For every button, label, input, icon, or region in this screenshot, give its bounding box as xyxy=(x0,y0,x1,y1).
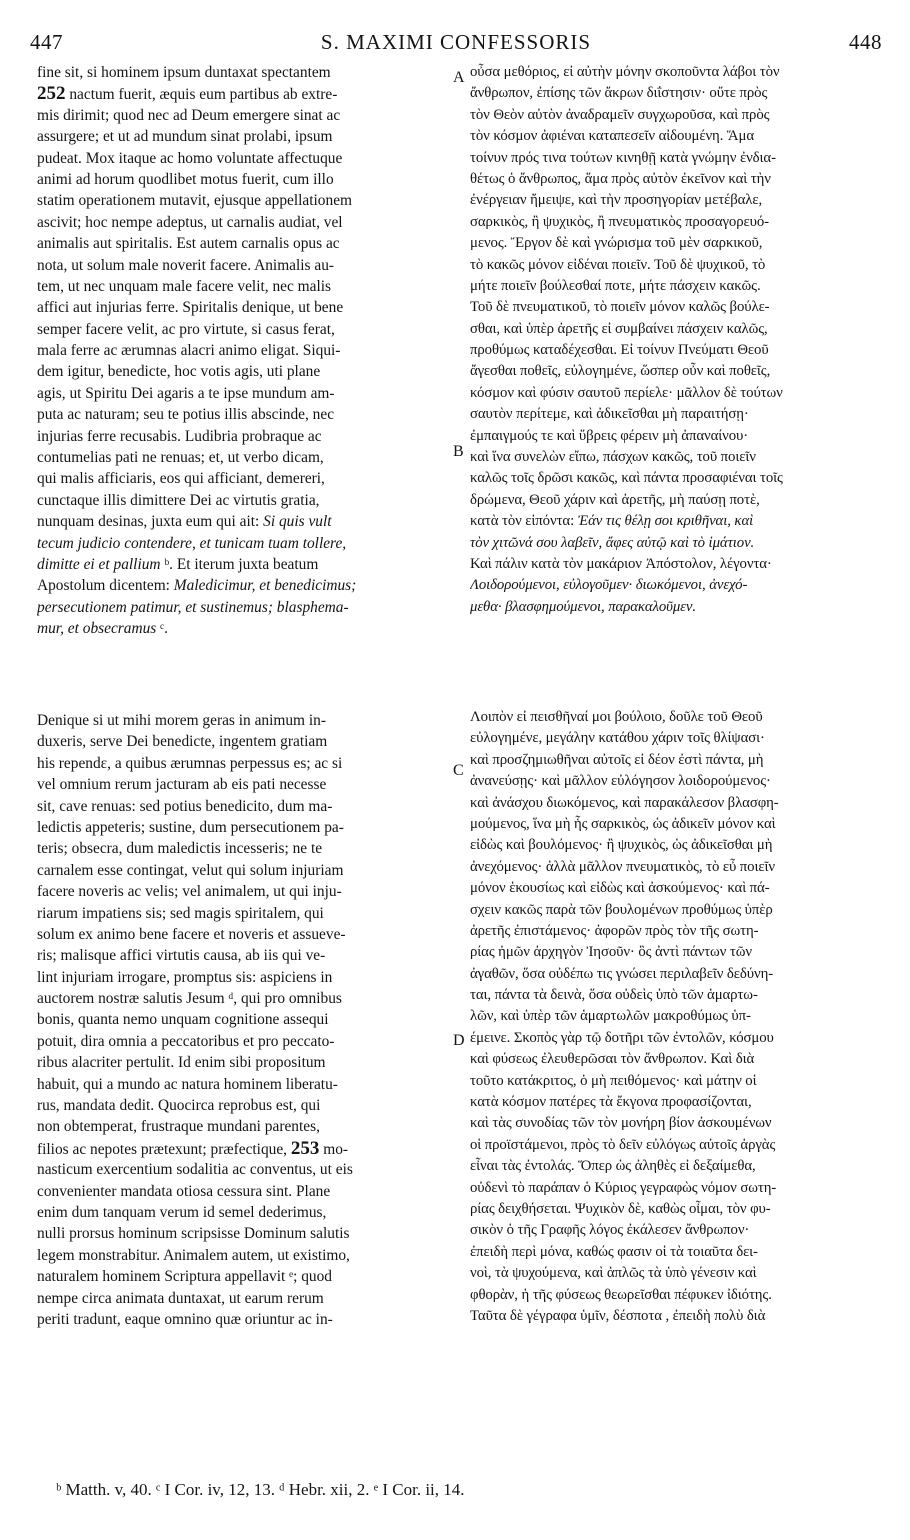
italic-quote: τὸν χιτῶνά σου λαβεῖν, ἄφες αὐτῷ καὶ τὸ ἱμάτιον. xyxy=(470,534,755,551)
margin-letter-a: A xyxy=(453,69,465,86)
text-line: enim dum tanquam verum id semel dederimus, xyxy=(37,1203,327,1221)
text-line: ἐμπαιγμούς τε καὶ ὕβρεις φέρειν μὴ ἀπαναίνου· xyxy=(470,427,749,444)
text-line: non obtemperat, frustraque mundani parentes, xyxy=(37,1118,320,1136)
text-line: fine sit, si hominem ipsum duntaxat spectantem xyxy=(37,64,331,81)
text-line: Denique si ut mihi morem geras in animum in- xyxy=(37,712,326,729)
text-line: riarum impatiens sis; sed magis spiritalem, qui xyxy=(37,904,324,922)
text-line: habuit, qui a mundo ac natura hominem liberatu- xyxy=(37,1075,338,1093)
text-line: έμεινε. Σκοπὸς γὰρ τῷ δοτῆρι τῶν ἐντολῶν, κόσμου xyxy=(470,1029,774,1046)
margin-letter-c: C xyxy=(453,762,464,779)
text-line: εἶναι τὰς ἐντολάς. Ὅπερ ὡς ἀληθὲς εἰ δεξαίμεθα, xyxy=(470,1158,756,1175)
text-line: ris; malisque affici virtutis causa, ab iis qui ve- xyxy=(37,947,326,965)
text-line: σαυτὸν περίτεμε, καὶ ἀδικεῖσθαι μὴ παραιτήσῃ· xyxy=(470,406,749,423)
text-line: periti tradunt, eaque omnino quæ oriuntur ac in- xyxy=(37,1310,333,1328)
running-title: S. MAXIMI CONFESSORIS xyxy=(320,30,592,54)
text-line: ἀρετῆς ἐπιστάμενος· ἀφορῶν πρὸς τὸν τῆς σωτη- xyxy=(470,922,759,939)
text-line: λῶν, καὶ ὑπὲρ τῶν ἁμαρτωλῶν μακροθύμως ὑπ- xyxy=(470,1008,751,1025)
text-line: mur, et obsecramus ᶜ. xyxy=(37,620,168,638)
text-line: nulli prorsus hominum scripsisse Dominum salutis xyxy=(37,1225,350,1243)
text-line: καὶ ἵνα συνελὼν εἴπω, πάσχων κακῶς, τοῦ ποιεῖν xyxy=(470,449,756,466)
text-line: ρίας ἡμῶν ἀρχηγὸν Ἰησοῦν· ὃς ἀντὶ πάντων τῶν xyxy=(470,944,752,961)
text-line: injurias ferre recusabis. Ludibria probraque ac xyxy=(37,427,322,445)
text-line: bonis, quanta nemo unquam cognitione assequi xyxy=(37,1011,329,1029)
text-line: convenienter mandata otiosa cessura sint. Plane xyxy=(37,1182,331,1200)
text-line: facere noveris ac velis; vel animalem, ut qui inju- xyxy=(37,883,342,901)
text-line: naturalem hominem Scriptura appellavit ᵉ; quod xyxy=(37,1268,333,1286)
footnotes: ᵇ Matth. v, 40. ᶜ I Cor. iv, 12, 13. ᵈ Hebr. xii, 2. ᵉ I Cor. ii, 14. xyxy=(56,1480,465,1499)
text-line: 252 nactum fuerit, æquis eum partibus ab extre- xyxy=(37,83,338,105)
page-number-right: 448 xyxy=(849,30,882,54)
text-line: φθορὰν, ἡ τῆς φύσεως θεωρεῖσθαι πέφυκεν ἰδιότης. xyxy=(470,1286,772,1303)
text-line: κόσμον καὶ φύσιν σαυτοῦ περίελε· μᾶλλον δὲ τούτων xyxy=(470,384,783,401)
text-line: nempe circa animata duntaxat, ut earum rerum xyxy=(37,1289,324,1307)
greek-column-lower xyxy=(470,707,880,1327)
italic-quote: tecum judicio contendere, et tunicam tuam tollere, xyxy=(37,534,347,552)
text-line: nota, ut solum male noverit facere. Animalis au- xyxy=(37,256,335,274)
text-line: Ταῦτα δὲ γέγραφα ὑμῖν, δέσποτα , ἐπειδὴ πολὺ διὰ xyxy=(470,1307,766,1324)
text-line xyxy=(37,597,449,618)
text-line: καὶ τὰς συνοδίας τῶν τὸν μονήρη βίον ἀσκουμένων xyxy=(470,1115,772,1132)
text-line: filios ac nepotes prætexunt; præfectique, 253 mo- xyxy=(37,1137,349,1159)
text-line xyxy=(470,597,880,618)
text-line: σαρκικὸς, ἢ ψυχικὸς, ἢ πνευματικὸς προσαγορευό- xyxy=(470,213,769,230)
text-line: puta ac naturam; seu te potius illis abscinde, nec xyxy=(37,406,335,424)
text-line: duxeris, serve Dei benedicte, ingentem gratiam xyxy=(37,733,328,751)
text-line: σχειν κακῶς παρὰ τῶν βουλομένων προθύμως ὑπὲρ xyxy=(470,901,773,918)
text-line: pudeat. Mox itaque ac homo voluntate affectuque xyxy=(37,149,343,167)
text-line: ἀνεχόμενος· ἀλλὰ μᾶλλον πνευματικὸς, τὸ εὖ ποιεῖν xyxy=(470,858,775,875)
italic-quote: dimitte ei et pallium xyxy=(37,555,161,573)
italic-quote: Ἐάν τις θέλῃ σοι κριθῆναι, καὶ xyxy=(577,513,754,530)
italic-quote: Maledicimur, et benedicimus; xyxy=(173,577,357,595)
text-line: καὶ φύσεως ἐλευθερῶσαι τὸν ἄνθρωπον. Καὶ διὰ xyxy=(470,1051,755,1068)
text-line: τὸν κόσμον ἀφιέναι καταπεσεῖν αἰδουμένη. Ἅμα xyxy=(470,128,754,145)
italic-quote: Si quis vult xyxy=(263,513,332,531)
latin-column-lower xyxy=(37,710,449,1330)
italic-quote: Λοιδορούμενοι, εὐλογοῦμεν· διωκόμενοι, ἀνεχό- xyxy=(470,577,748,594)
text-line: καὶ προσζημιωθῆναι αὐτοῖς εἰ δέον ἐστὶ πάντα, μὴ xyxy=(470,751,764,768)
text-line: ribus alacriter pertulit. Id enim sibi propositum xyxy=(37,1054,326,1072)
text-line: ρίας δειχθήσεται. Ψυχικὸν δὲ, καθὼς οἶμαι, τὸν φυ- xyxy=(470,1200,771,1217)
page-header xyxy=(30,30,882,60)
text-line: ἐπειδὴ περὶ μόνα, καθώς φασιν οἱ τὰ τοιαῦτα δει- xyxy=(470,1243,758,1260)
text-line: ascivit; hoc nempe adeptus, ut carnalis audiat, vel xyxy=(37,213,343,231)
text-line: σθαι, καὶ ὑπὲρ ἀρετῆς εἰ συμβαίνει πάσχειν καλῶς, xyxy=(470,320,768,337)
text-line: qui malis afficiaris, eos qui afficiant, demereri, xyxy=(37,470,325,488)
text-line: statim operationem mutavit, ejusque appellationem xyxy=(37,192,352,210)
text-line: τὸ κακῶς μόνον εἰδέναι ποιεῖν. Τοῦ δὲ ψυχικοῦ, τὸ xyxy=(470,256,766,273)
text-line: animi ad horum quodlibet motus fuerit, cum illo xyxy=(37,170,334,188)
text-line: μενος. Ἔργον δὲ καὶ γνώρισμα τοῦ μὲν σαρκικοῦ, xyxy=(470,235,763,252)
text-line: ledictis appeteris; sustine, dum persecutionem pa- xyxy=(37,818,344,836)
text-line: assurgere; et ut ad mundum sinat prolabi, ipsum xyxy=(37,128,333,146)
text-line: dimitte ei et pallium ᵇ. Et iterum juxta beatum xyxy=(37,555,319,573)
column-number: 253 xyxy=(290,1137,320,1159)
text-line: potuit, dira omnia a peccatoribus et pro peccato- xyxy=(37,1032,335,1050)
text-line: agis, ut Spiritu Dei agaris a te ipse mundum am- xyxy=(37,384,335,402)
text-line: οἱ προϊστάμενοι, πρὸς τὸ δεῖν εὐλόγως αὐτοῖς ἀργὰς xyxy=(470,1136,776,1153)
page-number-left: 447 xyxy=(30,30,63,54)
italic-quote: mur, et obsecramus xyxy=(37,620,157,638)
text-line: Τοῦ δὲ πνευματικοῦ, τὸ ποιεῖν μόνον καλῶς βούλε- xyxy=(470,299,770,316)
text-line: animalis aut spiritalis. Est autem carnalis opus ac xyxy=(37,235,340,253)
text-line: rus, mandata dedit. Quocirca reprobus est, qui xyxy=(37,1097,321,1115)
text-line: μούμενος, ἵνα μὴ ἧς σαρκικὸς, ὡς ἀδικεῖν μόνον καὶ xyxy=(470,815,776,832)
text-line: teris; obsecra, dum maledictis incesseris; ne te xyxy=(37,840,323,858)
text-line xyxy=(37,533,449,554)
margin-letter-b: B xyxy=(453,443,464,460)
text-line: ἄνθρωπον, ἐπίσης τῶν ἄκρων διΐστησιν· οὔτε πρὸς xyxy=(470,85,768,102)
text-line: ἀνανεύσῃς· καὶ μᾶλλον εὐλόγησον λοιδορούμενος· xyxy=(470,773,771,790)
text-line: mala ferre ac ærumnas alacri animo eligat. Siqui- xyxy=(37,342,341,360)
text-line: τοίνυν πρός τινα τούτων κινηθῇ κατὰ γνώμην ἐνδια- xyxy=(470,149,776,166)
text-line: κατὰ τὸν εἰπόντα: Ἐάν τις θέλῃ σοι κριθῆναι, καὶ xyxy=(470,513,754,530)
text-line: tem, ut nec unquam male facere velit, nec malis xyxy=(37,277,332,295)
text-line: cunctaque illis dimittere Dei ac virtutis gratia, xyxy=(37,491,320,509)
text-line: δρώμενα, Θεοῦ χάριν καὶ ἀρετῆς, μὴ παύσῃ ποτὲ, xyxy=(470,491,760,508)
text-line: τοῦτο κατάκριτος, ὁ μὴ πειθόμενος· καὶ μάτην οἱ xyxy=(470,1072,757,1089)
text-line: ται, πάντα τὰ δεινὰ, ὅσα οὐδεὶς ὑπὸ τῶν ἁμαρτω- xyxy=(470,987,758,1004)
text-line: θέτως ὁ ἄνθρωπος, ἅμα πρὸς αὐτὸν ἐκεῖνον καὶ τὴν xyxy=(470,170,771,187)
text-line: his rependε, a quibus ærumnas perpessus es; ac si xyxy=(37,754,343,772)
text-line: carnalem esse contingat, velut qui solum injuriam xyxy=(37,861,344,879)
text-line: vel omnium rerum jacturam ab eis pati necesse xyxy=(37,776,327,794)
text-line: εὐλογημένε, μεγάλην κατάθου χάριν τοῖς θλίψασι· xyxy=(470,730,765,747)
text-line: affici aut injurias ferre. Spiritalis denique, ut bene xyxy=(37,299,344,317)
greek-column-upper xyxy=(470,62,880,618)
text-line: mis dirimit; quod nec ad Deum emergere sinat ac xyxy=(37,106,341,124)
text-line xyxy=(470,533,880,554)
text-line: contumelias pati ne renuas; et, ut verbo dicam, xyxy=(37,449,324,467)
italic-quote: μεθα· βλασφημούμενοι, παρακαλοῦμεν. xyxy=(470,598,696,615)
text-line: τὸν Θεὸν αὐτὸν ἀναδραμεῖν συγχωροῦσα, καὶ πρὸς xyxy=(470,106,770,123)
text-line: ἀγαθῶν, ὅσα οὐδέπω τις γνώσει περιλαβεῖν δεδύνη- xyxy=(470,965,774,982)
text-line: εἰδὼς καὶ βουλόμενος· ἢ ψυχικὸς, ὡς ἀδικεῖσθαι μὴ xyxy=(470,837,773,854)
text-line: μήτε ποιεῖν βούλεσθαί ποτε, μήτε πάσχειν κακῶς. xyxy=(470,277,761,294)
text-line: κατὰ κόσμον πατέρες τὰ ἔκγονα προφασίζονται, xyxy=(470,1094,752,1111)
text-line: nasticum exercentium sodalitia ac conventus, ut eis xyxy=(37,1161,353,1179)
italic-quote: persecutionem patimur, et sustinemus; blasphema- xyxy=(37,598,349,616)
text-line: nunquam desinas, juxta eum qui ait: Si quis vult xyxy=(37,513,332,531)
text-line: προθύμως καταδέχεσθαι. Εἰ τοίνυν Πνεύματι Θεοῦ xyxy=(470,342,769,359)
text-line: ἄγεσθαι ποθεῖς, εὐλογημένε, ὥσπερ οὖν καὶ ποθεῖς, xyxy=(470,363,771,380)
text-line: lint injuriam irrogare, promptus sis: aspiciens in xyxy=(37,968,333,986)
text-line: auctorem nostræ salutis Jesum ᵈ, qui pro omnibus xyxy=(37,990,342,1008)
text-line: Καὶ πάλιν κατὰ τὸν μακάριον Ἀπόστολον, λέγοντα· xyxy=(470,555,772,572)
latin-column-upper xyxy=(37,62,449,640)
text-line: καλῶς τοῖς δρῶσι κακῶς, καὶ πάντα προσαφιέναι τοῖς xyxy=(470,470,783,487)
text-line: οὖσα μεθόριος, εἰ αὐτὴν μόνην σκοποῦντα λάβοι τὸν xyxy=(470,64,780,80)
text-line: σικὸν ὁ τῆς Γραφῆς λόγος ἐκάλεσεν ἄνθρωπον· xyxy=(470,1222,750,1239)
text-line: legem monstrabitur. Animalem autem, ut existimo, xyxy=(37,1246,350,1264)
text-line: νοὶ, τὰ ψυχούμενα, καὶ ἁπλῶς τὰ ὑπὸ γένεσιν καὶ xyxy=(470,1265,757,1282)
text-line: dem igitur, benedicte, hoc votis agis, uti plane xyxy=(37,363,321,381)
text-line: sit, cave renuas: sed potius benedicito, dum ma- xyxy=(37,797,333,815)
text-line: ἐνέργειαν ἤμειψε, καὶ τὴν προσηγορίαν μετέβαλε, xyxy=(470,192,763,209)
column-number: 252 xyxy=(37,83,66,105)
text-line: Λοιπὸν εἰ πεισθῆναί μοι βούλοιο, δοῦλε τοῦ Θεοῦ xyxy=(470,709,763,725)
text-line: μόνον ἑκουσίως καὶ εἰδὼς καὶ ἀσκούμενος· καὶ πά- xyxy=(470,880,770,897)
text-line: καὶ ἀνάσχου διωκόμενος, καὶ παρακάλεσον βλασφη- xyxy=(470,794,779,811)
text-line xyxy=(470,575,880,596)
text-line: semper facere velit, ac pro virtute, si casus ferat, xyxy=(37,320,335,338)
margin-letter-d: D xyxy=(453,1032,465,1049)
text-line: solum ex animo bene facere et noveris et assueve- xyxy=(37,925,346,943)
text-line: Apostolum dicentem: Maledicimur, et benedicimus; xyxy=(37,577,357,595)
text-line: οὐδενὶ τὸ παράπαν ὁ Κύριος γεγραφὼς νόμον σωτη- xyxy=(470,1179,777,1196)
